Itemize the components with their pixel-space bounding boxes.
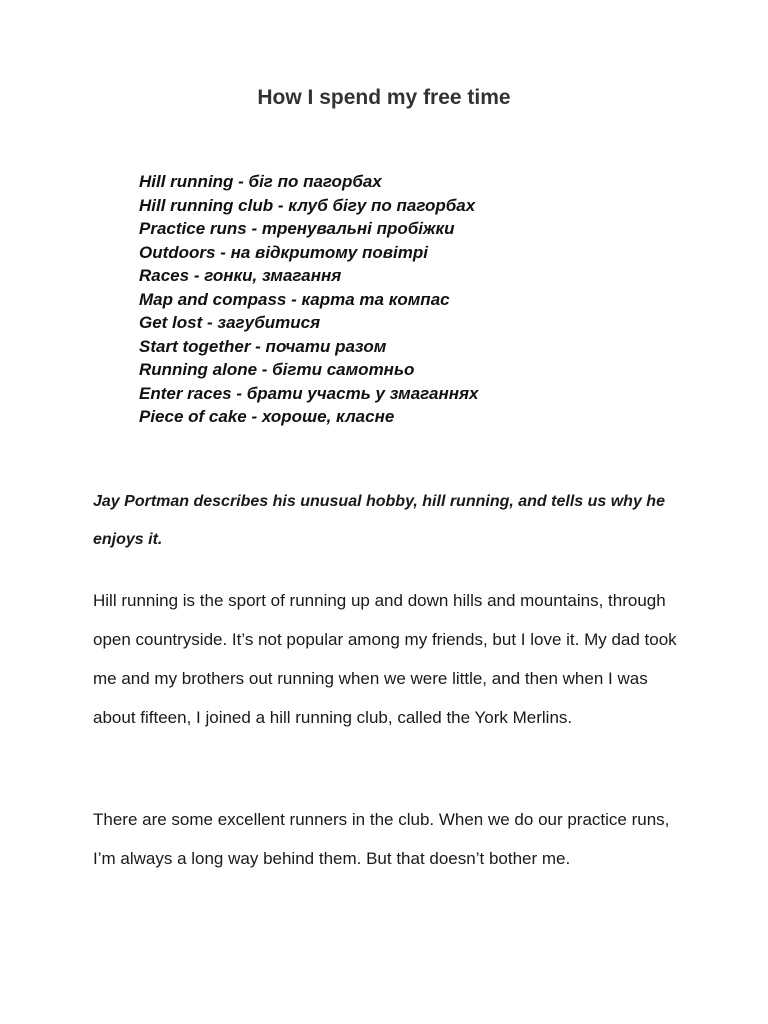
vocabulary-item: Running alone - бігти самотньо bbox=[139, 360, 415, 379]
body-paragraph: There are some excellent runners in the club. When we do our practice runs, I’m always a long way behind them. But that doesn’t bother me. bbox=[93, 810, 670, 868]
vocabulary-item: Practice runs - тренувальні пробіжки bbox=[139, 219, 455, 238]
intro-paragraph: Jay Portman describes his unusual hobby, hill running, and tells us why he enjoys it. bbox=[93, 493, 665, 548]
vocabulary-item: Map and compass - карта та компас bbox=[139, 289, 450, 309]
body-paragraph: Hill running is the sport of running up and down hills and mountains, through open countryside. It’s not popular among my friends, but I love it. My dad took me and my brothers out running when we were little, and then when I was about fifteen, I joined a hill running club, called the York Merlins. bbox=[93, 591, 677, 727]
vocabulary-item: Enter races - брати участь у змаганнях bbox=[139, 383, 479, 403]
vocabulary-item: Get lost - загубитися bbox=[139, 313, 321, 332]
page-title: How I spend my free time bbox=[257, 86, 511, 109]
vocabulary-item: Piece of cake - хороше, класне bbox=[139, 407, 395, 426]
vocabulary-list bbox=[139, 170, 478, 429]
vocabulary-item: Start together - почати разом bbox=[139, 336, 387, 356]
vocabulary-item: Hill running - біг по пагорбах bbox=[139, 172, 382, 191]
vocabulary-item: Hill running club - клуб бігу по пагорбах bbox=[139, 195, 476, 215]
vocabulary-item: Outdoors - на відкритому повітрі bbox=[139, 242, 428, 262]
vocabulary-item: Races - гонки, змагання bbox=[139, 266, 342, 285]
